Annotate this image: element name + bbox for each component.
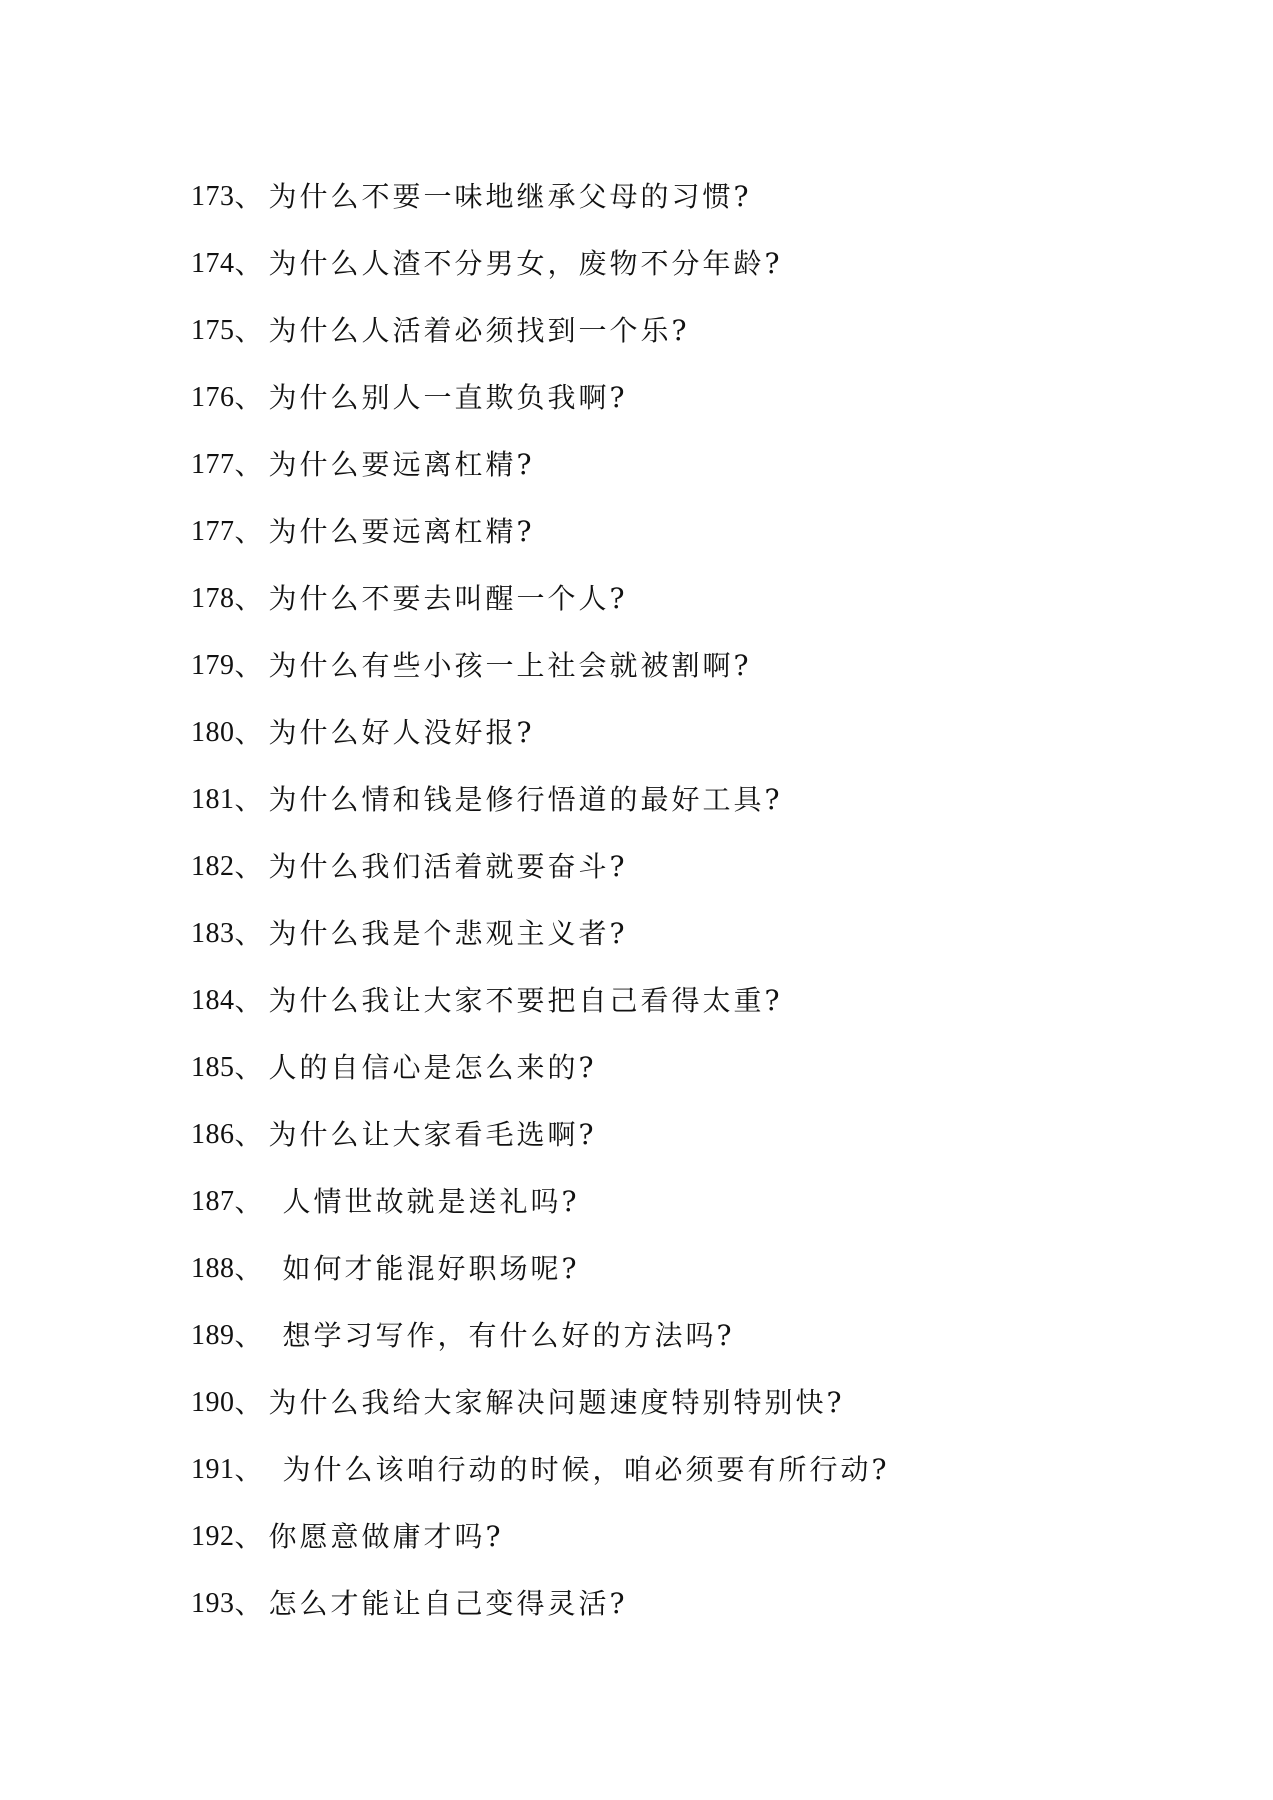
item-separator: 、 xyxy=(234,1051,263,1084)
item-separator: 、 xyxy=(234,247,263,280)
list-item xyxy=(191,1570,890,1637)
list-item xyxy=(191,230,890,297)
item-number: 184 xyxy=(191,985,235,1016)
item-question-text: 为什么情和钱是修行悟道的最好工具? xyxy=(268,783,783,816)
item-separator: 、 xyxy=(234,1386,263,1419)
item-number: 173 xyxy=(191,181,235,212)
item-question-text: 如何才能混好职场呢? xyxy=(282,1252,580,1285)
item-question-text: 人情世故就是送礼吗? xyxy=(282,1185,580,1218)
list-item xyxy=(191,498,890,565)
item-separator: 、 xyxy=(234,716,263,749)
item-separator: 、 xyxy=(234,1118,263,1151)
list-item xyxy=(191,297,890,364)
item-question-text: 为什么我们活着就要奋斗? xyxy=(268,850,628,883)
item-number: 182 xyxy=(191,851,235,882)
item-question-text: 为什么人渣不分男女，废物不分年龄? xyxy=(268,247,783,280)
item-number: 193 xyxy=(191,1588,235,1619)
item-number: 189 xyxy=(191,1320,235,1351)
item-number: 185 xyxy=(191,1052,235,1083)
item-separator: 、 xyxy=(234,1587,263,1620)
item-number: 186 xyxy=(191,1119,235,1150)
list-item xyxy=(191,766,890,833)
item-separator: 、 xyxy=(234,649,263,682)
item-separator: 、 xyxy=(234,582,263,615)
list-item xyxy=(191,1034,890,1101)
item-question-text: 为什么让大家看毛选啊? xyxy=(268,1118,597,1151)
list-item xyxy=(191,1101,890,1168)
item-number: 191 xyxy=(191,1454,235,1485)
item-question-text: 为什么要远离杠精? xyxy=(268,515,535,548)
item-number: 183 xyxy=(191,918,235,949)
item-question-text: 想学习写作，有什么好的方法吗? xyxy=(282,1319,735,1352)
item-question-text: 为什么好人没好报? xyxy=(268,716,535,749)
item-question-text: 为什么我给大家解决问题速度特别特别快? xyxy=(268,1386,845,1419)
item-number: 176 xyxy=(191,382,235,413)
item-question-text: 人的自信心是怎么来的? xyxy=(268,1051,597,1084)
item-question-text: 怎么才能让自己变得灵活? xyxy=(268,1587,628,1620)
item-number: 190 xyxy=(191,1387,235,1418)
item-separator: 、 xyxy=(234,783,263,816)
list-item xyxy=(191,900,890,967)
list-item xyxy=(191,699,890,766)
item-question-text: 为什么有些小孩一上社会就被割啊? xyxy=(268,649,752,682)
item-number: 179 xyxy=(191,650,235,681)
item-separator: 、 xyxy=(234,180,263,213)
item-number: 174 xyxy=(191,248,235,279)
question-list xyxy=(191,163,890,1637)
item-number: 175 xyxy=(191,315,235,346)
item-question-text: 为什么不要去叫醒一个人? xyxy=(268,582,628,615)
item-separator: 、 xyxy=(234,1319,263,1352)
list-item xyxy=(191,565,890,632)
item-separator: 、 xyxy=(234,448,263,481)
item-number: 187 xyxy=(191,1186,235,1217)
item-question-text: 为什么该咱行动的时候，咱必须要有所行动? xyxy=(282,1453,890,1486)
list-item xyxy=(191,967,890,1034)
item-question-text: 为什么人活着必须找到一个乐? xyxy=(268,314,690,347)
item-separator: 、 xyxy=(234,381,263,414)
list-item xyxy=(191,1436,890,1503)
item-number: 177 xyxy=(191,516,235,547)
item-separator: 、 xyxy=(234,1453,263,1486)
item-separator: 、 xyxy=(234,314,263,347)
item-separator: 、 xyxy=(234,984,263,1017)
item-separator: 、 xyxy=(234,515,263,548)
item-question-text: 为什么不要一味地继承父母的习惯? xyxy=(268,180,752,213)
item-question-text: 为什么我是个悲观主义者? xyxy=(268,917,628,950)
item-number: 188 xyxy=(191,1253,235,1284)
list-item xyxy=(191,163,890,230)
list-item xyxy=(191,1235,890,1302)
item-separator: 、 xyxy=(234,1252,263,1285)
item-question-text: 为什么我让大家不要把自己看得太重? xyxy=(268,984,783,1017)
item-question-text: 为什么别人一直欺负我啊? xyxy=(268,381,628,414)
item-separator: 、 xyxy=(234,850,263,883)
item-number: 192 xyxy=(191,1521,235,1552)
list-item xyxy=(191,1168,890,1235)
list-item xyxy=(191,833,890,900)
item-separator: 、 xyxy=(234,917,263,950)
list-item xyxy=(191,431,890,498)
list-item xyxy=(191,1369,890,1436)
list-item xyxy=(191,1503,890,1570)
item-number: 177 xyxy=(191,449,235,480)
item-separator: 、 xyxy=(234,1185,263,1218)
item-question-text: 你愿意做庸才吗? xyxy=(268,1520,504,1553)
item-separator: 、 xyxy=(234,1520,263,1553)
list-item xyxy=(191,364,890,431)
item-number: 178 xyxy=(191,583,235,614)
list-item xyxy=(191,632,890,699)
item-number: 181 xyxy=(191,784,235,815)
list-item xyxy=(191,1302,890,1369)
item-number: 180 xyxy=(191,717,235,748)
item-question-text: 为什么要远离杠精? xyxy=(268,448,535,481)
